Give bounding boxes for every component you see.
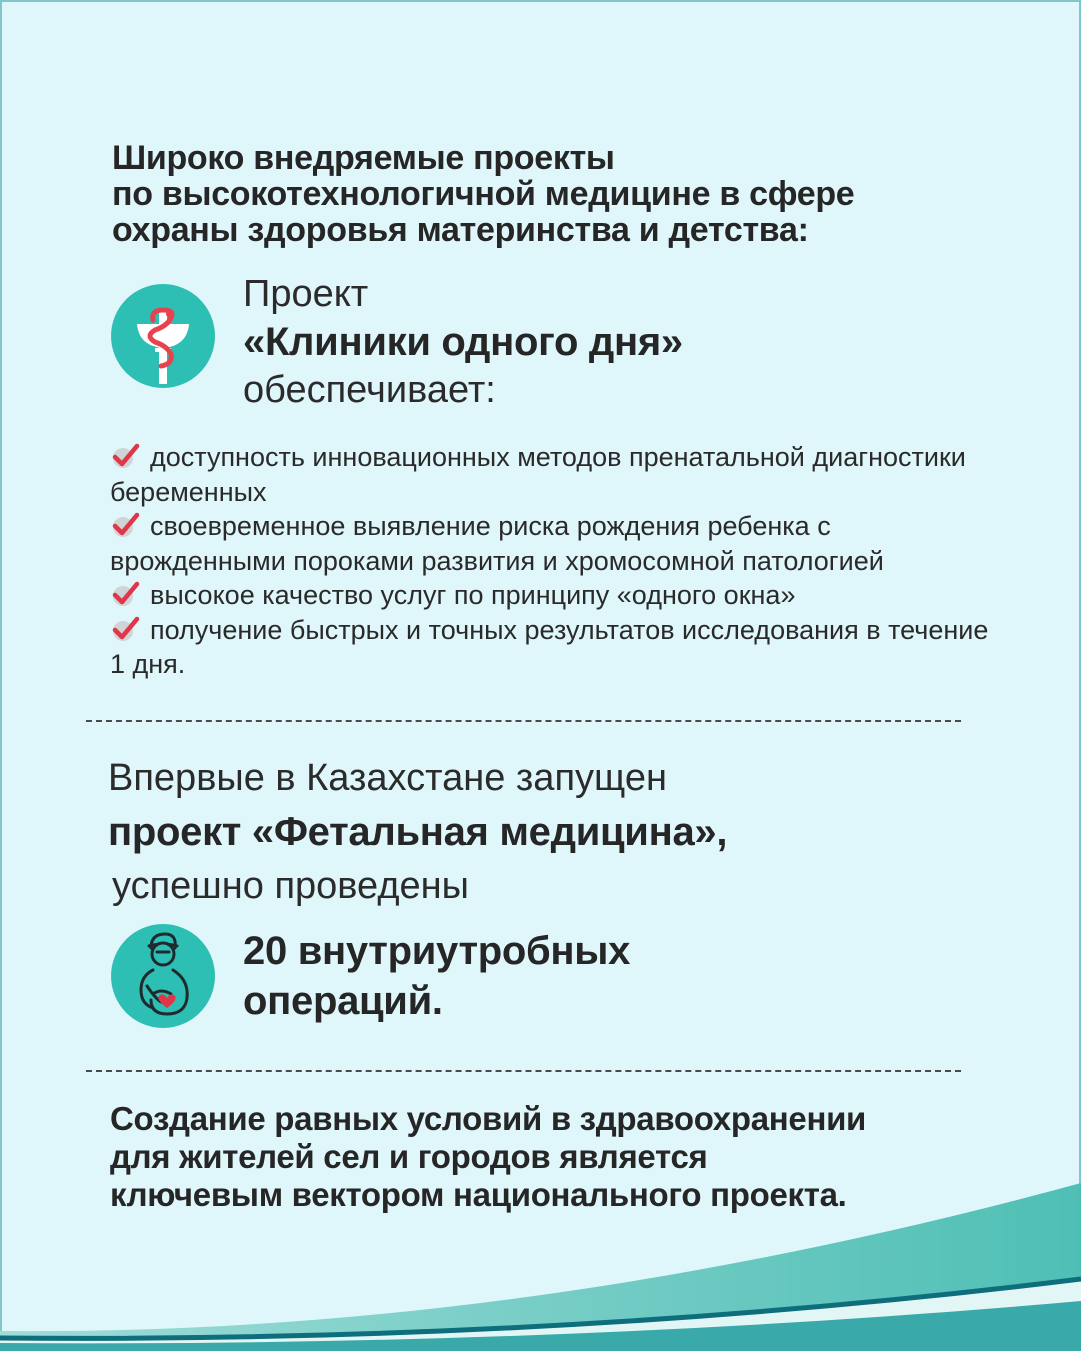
list-item xyxy=(110,509,1010,578)
fetal-medicine-section xyxy=(108,755,727,909)
checkmark-icon xyxy=(110,581,140,607)
checkmark-icon xyxy=(110,512,140,538)
project-label: Проект xyxy=(243,273,369,315)
headline xyxy=(112,140,932,248)
headline-line: по высокотехнологичной медицине в сфере xyxy=(112,175,855,213)
headline-line: Широко внедряемые проекты xyxy=(112,139,615,177)
list-item-text: доступность инновационных методов пренатальной диагностики беременных xyxy=(110,442,966,507)
list-item xyxy=(110,440,1010,509)
operations-line: 20 внутриутробных xyxy=(243,929,631,973)
pregnant-woman-icon xyxy=(111,924,215,1028)
list-item-text: получение быстрых и точных результатов исследования в течение 1 дня. xyxy=(110,614,989,679)
list-item-text: своевременное выявление риска рождения ребенка с врожденными пороками развития и хромосомной патологией xyxy=(110,511,884,576)
list-item xyxy=(110,613,1010,682)
closing-line: для жителей сел и городов является xyxy=(110,1138,708,1175)
fetal-intro: Впервые в Казахстане запущен xyxy=(108,757,667,799)
project-one-day xyxy=(243,272,683,412)
project-verb: обеспечивает: xyxy=(243,369,496,411)
dashed-divider xyxy=(86,720,961,722)
list-item-text: высокое качество услуг по принципу «одного окна» xyxy=(150,580,796,610)
fetal-project-name: проект «Фетальная медицина», xyxy=(108,810,728,854)
closing-line: ключевым вектором национального проекта. xyxy=(110,1176,847,1213)
benefits-list xyxy=(110,440,1010,682)
decorative-wave xyxy=(0,1161,1081,1351)
headline-line: охраны здоровья материнства и детства: xyxy=(112,211,809,249)
list-item xyxy=(110,578,1010,613)
dashed-divider xyxy=(86,1070,961,1072)
operations-count xyxy=(243,926,630,1026)
closing-line: Создание равных условий в здравоохранении xyxy=(110,1100,867,1137)
caduceus-bowl-icon xyxy=(111,284,215,388)
checkmark-icon xyxy=(110,616,140,642)
project-name: «Клиники одного дня» xyxy=(243,320,683,364)
checkmark-icon xyxy=(110,443,140,469)
operations-line: операций. xyxy=(243,979,443,1023)
fetal-done: успешно проведены xyxy=(112,865,469,907)
